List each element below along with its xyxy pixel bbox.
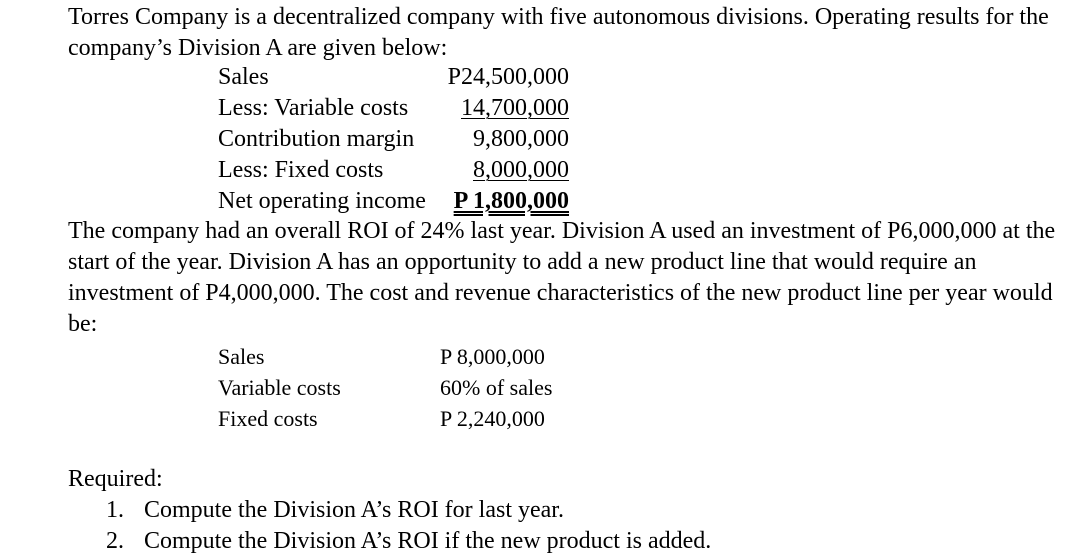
table-row: [218, 372, 578, 403]
row-value: 60% of sales: [440, 375, 553, 400]
row-value: 14,700,000: [461, 95, 569, 121]
table-row: [218, 341, 578, 372]
list-item: [106, 526, 711, 557]
row-value: 9,800,000: [473, 126, 569, 152]
row-value: P 8,000,000: [440, 344, 545, 369]
row-value: P 2,240,000: [440, 406, 545, 431]
list-text: Compute the Division A’s ROI if the new product is added.: [144, 528, 712, 554]
table-row: [218, 403, 578, 434]
required-heading: Required:: [68, 466, 163, 492]
body-paragraph: The company had an overall ROI of 24% last year. Division A used an investment of P6,000,000 at the start of the year. Division A has an opportunity to add a new product line that would require an investment of P4,000,000. The cost and revenue characteristics of the new product line per year would be:: [68, 218, 1056, 337]
table-row: [218, 186, 578, 217]
row-label: Net operating income: [218, 188, 426, 214]
table-row: [218, 124, 578, 155]
row-value-total: P 1,800,000: [453, 188, 569, 214]
list-text: Compute the Division A’s ROI for last year.: [144, 497, 564, 523]
row-label: Sales: [218, 344, 265, 369]
table-row: [218, 93, 578, 124]
row-value: 8,000,000: [473, 157, 569, 183]
intro-paragraph: Torres Company is a decentralized company with five autonomous divisions. Operating results for the company’s Division A are given below:: [68, 4, 1049, 61]
table-row: [218, 62, 578, 93]
list-item: [106, 495, 564, 526]
row-label: Variable costs: [218, 375, 341, 400]
list-number: 1.: [106, 497, 124, 523]
row-label: Less: Fixed costs: [218, 157, 384, 183]
row-label: Less: Variable costs: [218, 95, 409, 121]
row-label: Contribution margin: [218, 126, 415, 152]
row-label: Sales: [218, 64, 269, 90]
row-label: Fixed costs: [218, 406, 318, 431]
list-number: 2.: [106, 528, 124, 554]
table-row: [218, 155, 578, 186]
row-value: P24,500,000: [447, 64, 569, 90]
